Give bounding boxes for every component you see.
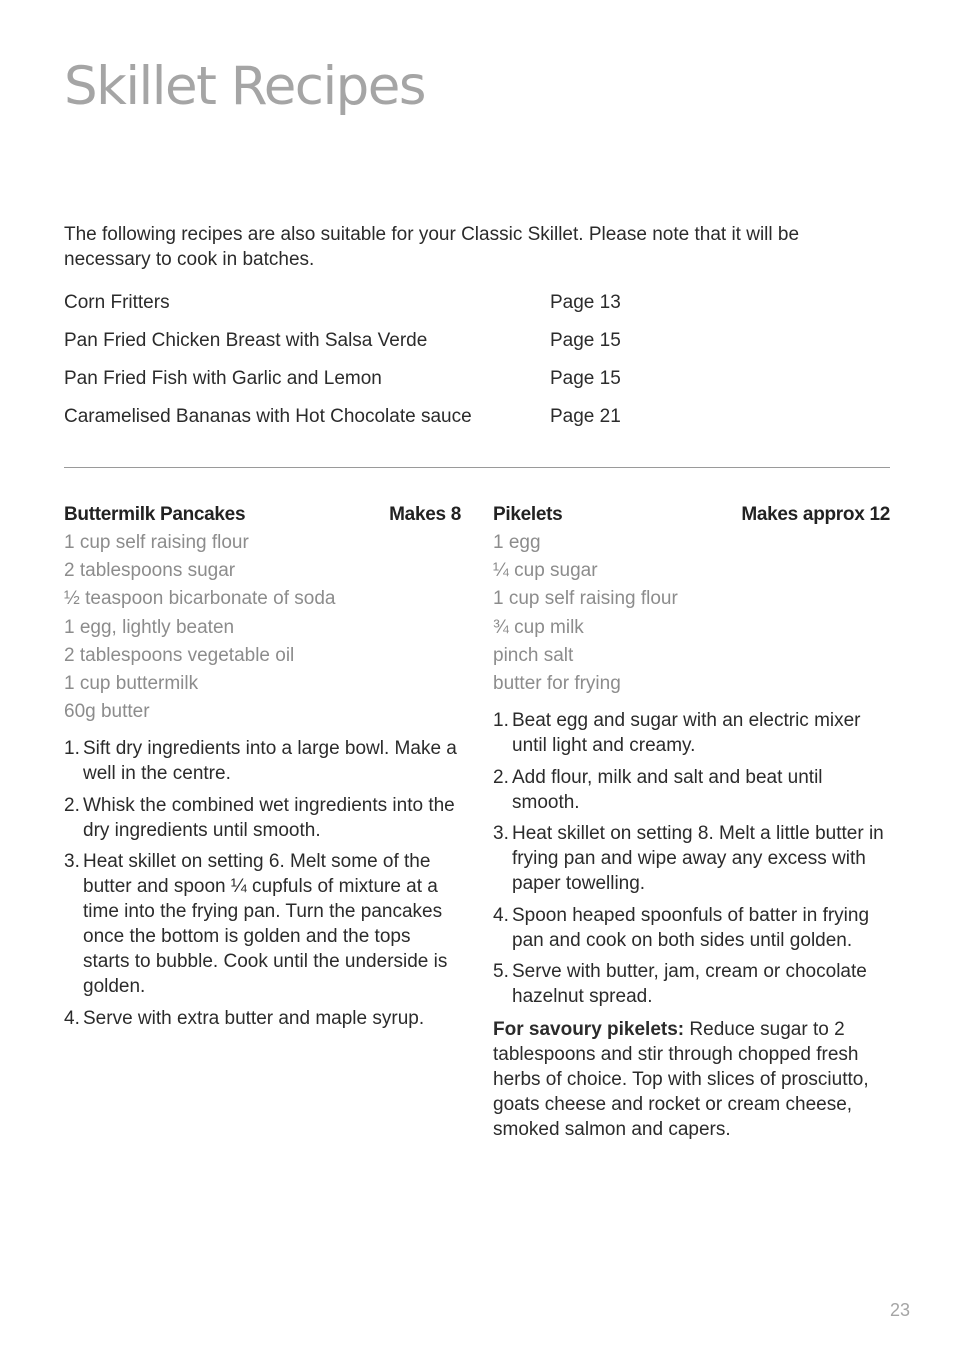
ingredient-item: 60g butter bbox=[64, 701, 150, 723]
method-step bbox=[64, 849, 461, 999]
recipe-header bbox=[64, 501, 461, 529]
ingredient-list bbox=[493, 529, 890, 698]
related-recipe-row bbox=[64, 364, 890, 402]
method-step bbox=[64, 793, 461, 843]
step-number: 3. bbox=[493, 823, 509, 845]
step-text: Serve with butter, jam, cream or chocolate hazelnut spread. bbox=[512, 961, 867, 1008]
ingredient-item: ½ teaspoon bicarbonate of soda bbox=[64, 588, 336, 610]
recipe-header bbox=[493, 501, 890, 529]
step-text: Beat egg and sugar with an electric mixer until light and creamy. bbox=[512, 710, 861, 757]
step-text: Whisk the combined wet ingredients into the dry ingredients until smooth. bbox=[83, 794, 455, 841]
related-recipe-page: Page 15 bbox=[550, 368, 621, 389]
recipe-yield: Makes approx 12 bbox=[741, 504, 890, 525]
related-recipe-page: Page 13 bbox=[550, 292, 621, 313]
ingredient-item: butter for frying bbox=[493, 673, 621, 695]
method-step bbox=[493, 821, 890, 896]
related-recipe-row bbox=[64, 402, 890, 440]
step-number: 3. bbox=[64, 851, 80, 873]
note-text: Reduce sugar to 2 tablespoons and stir through chopped fresh herbs of choice. Top with slices of prosciutto, goats cheese and rocket or cream cheese, smoked salmon and capers. bbox=[493, 1019, 869, 1141]
ingredient-item: pinch salt bbox=[493, 644, 574, 666]
ingredient-item: 1 cup self raising flour bbox=[493, 588, 678, 610]
method-step bbox=[493, 765, 890, 815]
note-label: For savoury pikelets: bbox=[493, 1019, 685, 1041]
method-step bbox=[64, 736, 461, 786]
ingredient-item: 1 egg, lightly beaten bbox=[64, 616, 235, 638]
page-title: Skillet Recipes bbox=[64, 56, 426, 117]
step-number: 4. bbox=[64, 1007, 80, 1029]
intro-text: The following recipes are also suitable for your Classic Skillet. Please note that it will be necessary to cook in batches. bbox=[64, 224, 800, 270]
related-recipe-page: Page 15 bbox=[550, 330, 621, 351]
step-number: 1. bbox=[493, 710, 509, 732]
step-number: 4. bbox=[493, 904, 509, 926]
related-recipe-name: Corn Fritters bbox=[64, 292, 170, 313]
related-recipe-page: Page 21 bbox=[550, 406, 621, 427]
recipe-pikelets bbox=[493, 501, 890, 1142]
ingredient-list bbox=[64, 529, 461, 726]
page-number: 23 bbox=[889, 1300, 910, 1320]
step-text: Heat skillet on setting 8. Melt a little butter in frying pan and wipe away any excess with paper towelling. bbox=[512, 823, 884, 895]
ingredient-item: 1 cup self raising flour bbox=[64, 532, 249, 553]
method-step bbox=[493, 903, 890, 953]
section-divider bbox=[64, 467, 890, 468]
method-steps bbox=[493, 708, 890, 1009]
ingredient-item: 2 tablespoons vegetable oil bbox=[64, 644, 295, 666]
related-recipe-name: Pan Fried Chicken Breast with Salsa Verde bbox=[64, 330, 428, 351]
recipe-buttermilk-pancakes bbox=[64, 501, 461, 1037]
step-number: 2. bbox=[64, 794, 80, 816]
ingredient-item: ¾ cup milk bbox=[493, 616, 584, 638]
related-recipes-list bbox=[64, 288, 890, 440]
ingredient-item: 2 tablespoons sugar bbox=[64, 560, 236, 582]
recipe-name: Buttermilk Pancakes bbox=[64, 504, 246, 525]
method-step bbox=[493, 959, 890, 1009]
savoury-variation-note bbox=[493, 1017, 890, 1142]
recipe-yield: Makes 8 bbox=[389, 504, 461, 525]
step-text: Sift dry ingredients into a large bowl. Make a well in the centre. bbox=[83, 738, 457, 785]
method-steps bbox=[64, 736, 461, 1031]
step-text: Serve with extra butter and maple syrup. bbox=[83, 1007, 425, 1029]
related-recipe-name: Pan Fried Fish with Garlic and Lemon bbox=[64, 368, 382, 389]
related-recipe-row bbox=[64, 326, 890, 364]
step-number: 5. bbox=[493, 961, 509, 983]
related-recipe-row bbox=[64, 288, 890, 326]
ingredient-item: 1 egg bbox=[493, 532, 541, 553]
ingredient-item: ¼ cup sugar bbox=[493, 560, 598, 582]
related-recipe-name: Caramelised Bananas with Hot Chocolate sauce bbox=[64, 406, 472, 427]
step-number: 2. bbox=[493, 766, 509, 788]
method-step bbox=[493, 708, 890, 758]
step-text: Add flour, milk and salt and beat until smooth. bbox=[512, 766, 823, 813]
step-text: Heat skillet on setting 6. Melt some of the butter and spoon ¼ cupfuls of mixture at a time into the frying pan. Turn the pancakes once the bottom is golden and the tops starts to bubble. Cook until the underside is golden. bbox=[83, 851, 448, 998]
ingredient-item: 1 cup buttermilk bbox=[64, 673, 199, 695]
step-number: 1. bbox=[64, 738, 80, 760]
recipe-name: Pikelets bbox=[493, 504, 563, 525]
method-step bbox=[64, 1006, 461, 1031]
step-text: Spoon heaped spoonfuls of batter in frying pan and cook on both sides until golden. bbox=[512, 904, 870, 951]
